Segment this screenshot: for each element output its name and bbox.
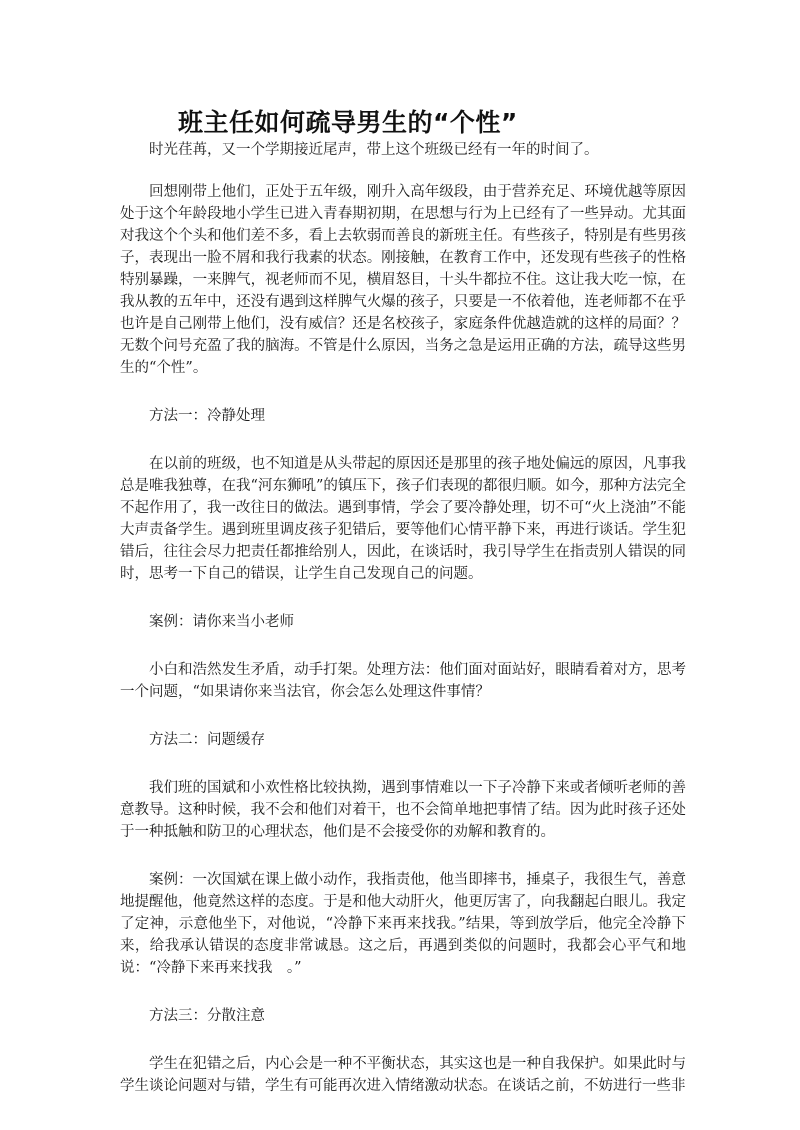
case-heading-1: 案例：请你来当小老师 [149,614,294,630]
section-heading-method-3: 方法三：分散注意 [149,1008,265,1024]
paragraph-case-1: 小白和浩然发生矛盾，动手打架。处理方法：他们面对面站好，眼睛看着对方，思考一个问题，“如果请你来当法官，你会怎么处理这件事情？ [120,662,686,700]
section-heading-method-2: 方法二：问题缓存 [149,732,265,748]
paragraph-case-2: 案例：一次国斌在课上做小动作，我指责他，他当即摔书，捶桌子，我很生气，善意地提醒他，他竟然这样的态度。于是和他大动肝火，他更厉害了，向我翻起白眼儿。我定了定神，示意他坐下，对他说，“冷静下来再来找我。”结果，等到放学后，他完全冷静下来，给我承认错误的态度非常诚恳。这之后，再遇到类似的问题时，我都会心平气和地说：“冷静下来再来找我 。” [120,872,686,976]
paragraph-intro: 时光荏苒，又一个学期接近尾声，带上这个班级已经有一年的时间了。 [149,142,599,158]
document-title: 班主任如何疏导男生的“个性” [178,108,518,137]
paragraph-method-2: 我们班的国斌和小欢性格比较执拗，遇到事情难以一下子冷静下来或者倾听老师的善意教导。这种时候，我不会和他们对着干，也不会简单地把事情了结。因为此时孩子还处于一种抵触和防卫的心理状态，他们是不会接受你的劝解和教育的。 [120,780,686,840]
section-heading-method-1: 方法一：冷静处理 [149,408,265,424]
paragraph-background: 回想刚带上他们，正处于五年级，刚升入高年级段，由于营养充足、环境优越等原因处于这个年龄段地小学生已进入青春期初期，在思想与行为上已经有了一些异动。尤其面对我这个个头和他们差不多，看上去软弱而善良的新班主任。有些孩子，特别是有些男孩子，表现出一脸不屑和我行我素的状态。刚接触，在教育工作中，还发现有些孩子的性格特别暴躁，一来脾气，视老师而不见，横眉怒目，十头牛都拉不住。这让我大吃一惊，在我从教的五年中，还没有遇到这样脾气火爆的孩子，只要是一不依着他，连老师都不在乎也许是自己刚带上他们，没有威信？还是名校孩子，家庭条件优越造就的这样的局面？？无数个问号充盈了我的脑海。不管是什么原因，当务之急是运用正确的方法，疏导这些男生的“个性”。 [120,184,686,376]
document-body [120,139,686,1123]
paragraph-method-1: 在以前的班级，也不知道是从头带起的原因还是那里的孩子地处偏远的原因，凡事我总是唯我独尊，在我“河东狮吼”的镇压下，孩子们表现的都很归顺。如今，那种方法完全不起作用了，我一改往日的做法。遇到事情，学会了要冷静处理，切不可“火上浇油”不能大声责备学生。遇到班里调皮孩子犯错后，要等他们心情平静下来，再进行谈话。学生犯错后，往往会尽力把责任都推给别人，因此，在谈话时，我引导学生在指责别人错误的同时，思考一下自己的错误，让学生自己发现自己的问题。 [120,456,686,582]
paragraph-method-3: 学生在犯错之后，内心会是一种不平衡状态，其实这也是一种自我保护。如果此时与学生谈论问题对与错，学生有可能再次进入情绪激动状态。在谈话之前，不妨进行一些非 [120,1056,686,1094]
